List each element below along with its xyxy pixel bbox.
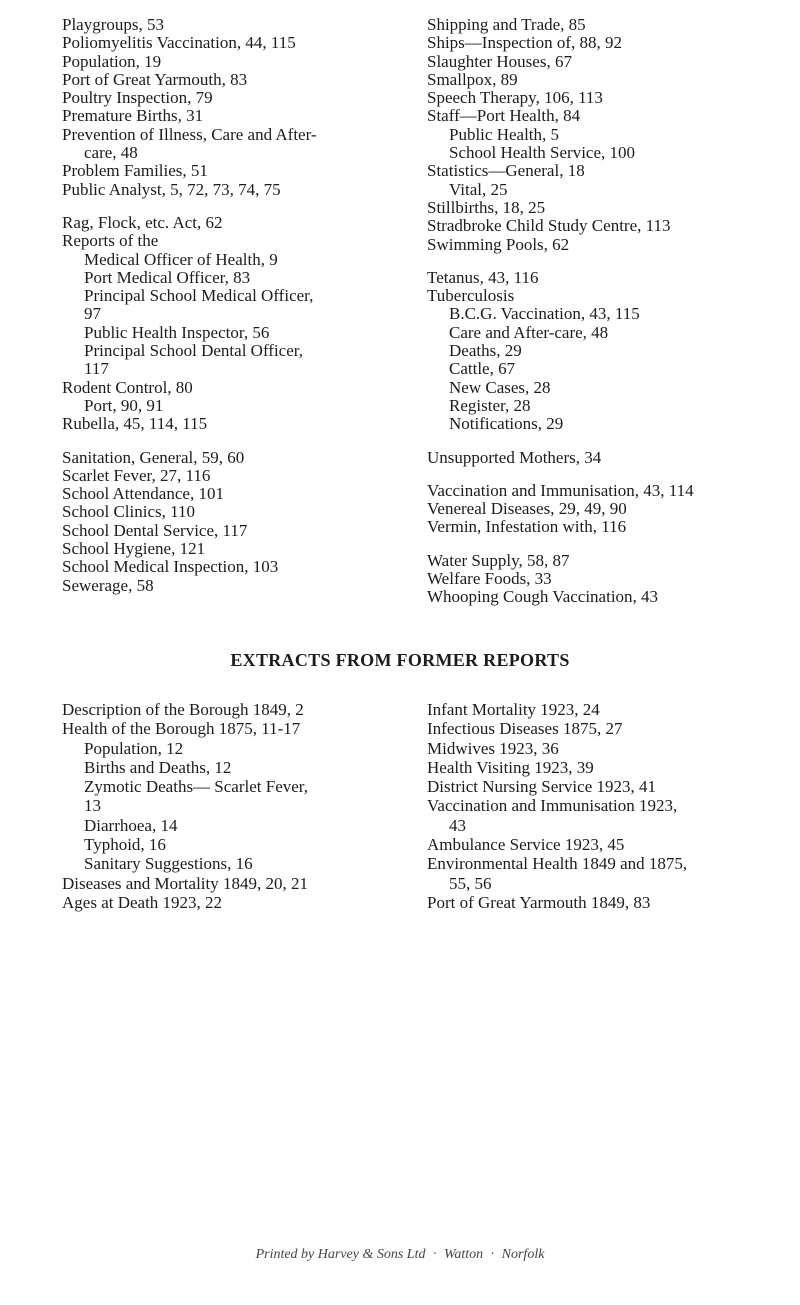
entry-spacer xyxy=(427,467,694,482)
index-left-column xyxy=(62,16,317,595)
index-entry: Water Supply, 58, 87 xyxy=(427,550,570,570)
index-subentry: care, 48 xyxy=(84,143,138,163)
index-entry: Problem Families, 51 xyxy=(62,161,208,181)
index-entry: Rodent Control, 80 xyxy=(62,377,193,397)
index-entry: Description of the Borough 1849, 2 xyxy=(62,700,304,719)
index-entry: Playgroups, 53 xyxy=(62,15,164,34)
footer-separator: · xyxy=(432,1247,437,1262)
index-subentry: B.C.G. Vaccination, 43, 115 xyxy=(449,304,640,324)
index-subentry: Medical Officer of Health, 9 xyxy=(84,249,278,269)
index-entry: Rag, Flock, etc. Act, 62 xyxy=(62,212,223,232)
extracts-heading: EXTRACTS FROM FORMER REPORTS xyxy=(230,650,570,670)
index-entry: Ambulance Service 1923, 45 xyxy=(427,835,625,855)
index-entry: Slaughter Houses, 67 xyxy=(427,51,572,71)
index-entry: Ships—Inspection of, 88, 92 xyxy=(427,33,623,53)
footer-separator-2: · xyxy=(490,1247,495,1262)
index-entry: Unsupported Mothers, 34 xyxy=(427,447,602,467)
index-entry: School Hygiene, 121 xyxy=(62,539,206,559)
index-entry: Vaccination and Immunisation 1923, xyxy=(427,796,678,816)
printer-footer xyxy=(0,1246,800,1264)
index-entry: Shipping and Trade, 85 xyxy=(427,15,586,34)
index-subentry: Births and Deaths, 12 xyxy=(84,757,232,777)
index-entry: Poultry Inspection, 79 xyxy=(62,88,213,108)
footer-town: Watton xyxy=(443,1247,484,1262)
index-entry: Tuberculosis xyxy=(427,286,515,306)
index-subentry: Public Health, 5 xyxy=(449,124,560,144)
entry-spacer xyxy=(427,434,694,449)
entry-spacer xyxy=(427,254,694,269)
index-entry: Port of Great Yarmouth, 83 xyxy=(62,69,248,89)
entry-spacer xyxy=(427,537,694,552)
index-subentry: Population, 12 xyxy=(84,738,184,758)
index-subentry: Sanitary Suggestions, 16 xyxy=(84,854,253,874)
index-entry: Poliomyelitis Vaccination, 44, 115 xyxy=(62,33,296,53)
index-entry: Health of the Borough 1875, 11-17 xyxy=(62,719,301,739)
index-entry: Swimming Pools, 62 xyxy=(427,234,570,254)
index-entry: Ages at Death 1923, 22 xyxy=(62,892,223,912)
index-subentry: Port Medical Officer, 83 xyxy=(84,267,251,287)
index-entry: Infectious Diseases 1875, 27 xyxy=(427,719,623,739)
index-entry: Vermin, Infestation with, 116 xyxy=(427,517,627,537)
index-subentry: 97 xyxy=(84,304,101,324)
index-entry: Health Visiting 1923, 39 xyxy=(427,757,594,777)
index-subentry: Deaths, 29 xyxy=(449,341,522,361)
index-subentry: New Cases, 28 xyxy=(449,377,551,397)
index-entry: Speech Therapy, 106, 113 xyxy=(427,88,603,108)
extracts-right-column xyxy=(427,700,687,912)
index-entry: Population, 19 xyxy=(62,51,162,71)
index-entry: Reports of the xyxy=(62,231,159,251)
index-entry: Prevention of Illness, Care and After- xyxy=(62,124,317,144)
index-entry: Premature Births, 31 xyxy=(62,106,204,126)
footer-printer: Printed by Harvey & Sons Ltd xyxy=(255,1247,426,1262)
index-entry: Midwives 1923, 36 xyxy=(427,738,559,758)
index-subentry: Register, 28 xyxy=(449,395,531,415)
index-entry: Statistics—General, 18 xyxy=(427,161,585,181)
index-entry: Infant Mortality 1923, 24 xyxy=(427,700,600,719)
index-subentry: Notifications, 29 xyxy=(449,414,564,434)
index-right-column xyxy=(427,16,694,607)
index-entry: Sanitation, General, 59, 60 xyxy=(62,447,245,467)
index-subentry: 117 xyxy=(84,359,109,379)
index-entry: Smallpox, 89 xyxy=(427,69,518,89)
entry-spacer xyxy=(62,199,317,214)
index-subentry: Diarrhoea, 14 xyxy=(84,815,178,835)
index-subentry: Cattle, 67 xyxy=(449,359,516,379)
index-subentry: 13 xyxy=(84,796,101,816)
entry-spacer xyxy=(62,434,317,449)
index-subentry: Public Health Inspector, 56 xyxy=(84,322,270,342)
index-subentry: 55, 56 xyxy=(449,873,492,893)
extracts-left-column xyxy=(62,700,308,912)
index-entry: School Dental Service, 117 xyxy=(62,520,248,540)
index-entry: Stillbirths, 18, 25 xyxy=(427,197,546,217)
index-entry: Port of Great Yarmouth 1849, 83 xyxy=(427,892,651,912)
index-entry: Diseases and Mortality 1849, 20, 21 xyxy=(62,873,308,893)
index-subentry: Typhoid, 16 xyxy=(84,835,166,855)
index-entry: Venereal Diseases, 29, 49, 90 xyxy=(427,499,627,519)
index-subentry: Principal School Dental Officer, xyxy=(84,341,303,361)
index-entry: School Medical Inspection, 103 xyxy=(62,557,279,577)
index-subentry: 43 xyxy=(449,815,466,835)
index-entry: Welfare Foods, 33 xyxy=(427,569,552,589)
index-entry: Scarlet Fever, 27, 116 xyxy=(62,465,211,485)
index-entry: Whooping Cough Vaccination, 43 xyxy=(427,587,659,607)
index-entry: Tetanus, 43, 116 xyxy=(427,267,539,287)
index-entry: Vaccination and Immunisation, 43, 114 xyxy=(427,480,694,500)
index-entry: School Clinics, 110 xyxy=(62,502,196,522)
index-entry: Environmental Health 1849 and 1875, xyxy=(427,854,688,874)
index-subentry: Zymotic Deaths— Scarlet Fever, xyxy=(84,777,309,797)
index-entry: School Attendance, 101 xyxy=(62,484,224,504)
index-subentry: Principal School Medical Officer, xyxy=(84,286,314,306)
index-entry: District Nursing Service 1923, 41 xyxy=(427,777,656,797)
index-entry: Stradbroke Child Study Centre, 113 xyxy=(427,216,671,236)
index-subentry: Care and After-care, 48 xyxy=(449,322,609,342)
footer-county: Norfolk xyxy=(501,1247,545,1262)
index-subentry: School Health Service, 100 xyxy=(449,143,636,163)
index-entry: Sewerage, 58 xyxy=(62,575,154,595)
index-entry: Rubella, 45, 114, 115 xyxy=(62,414,208,434)
index-entry: Public Analyst, 5, 72, 73, 74, 75 xyxy=(62,179,281,199)
index-entry: Staff—Port Health, 84 xyxy=(427,106,581,126)
index-subentry: Port, 90, 91 xyxy=(84,395,164,415)
index-subentry: Vital, 25 xyxy=(449,179,508,199)
